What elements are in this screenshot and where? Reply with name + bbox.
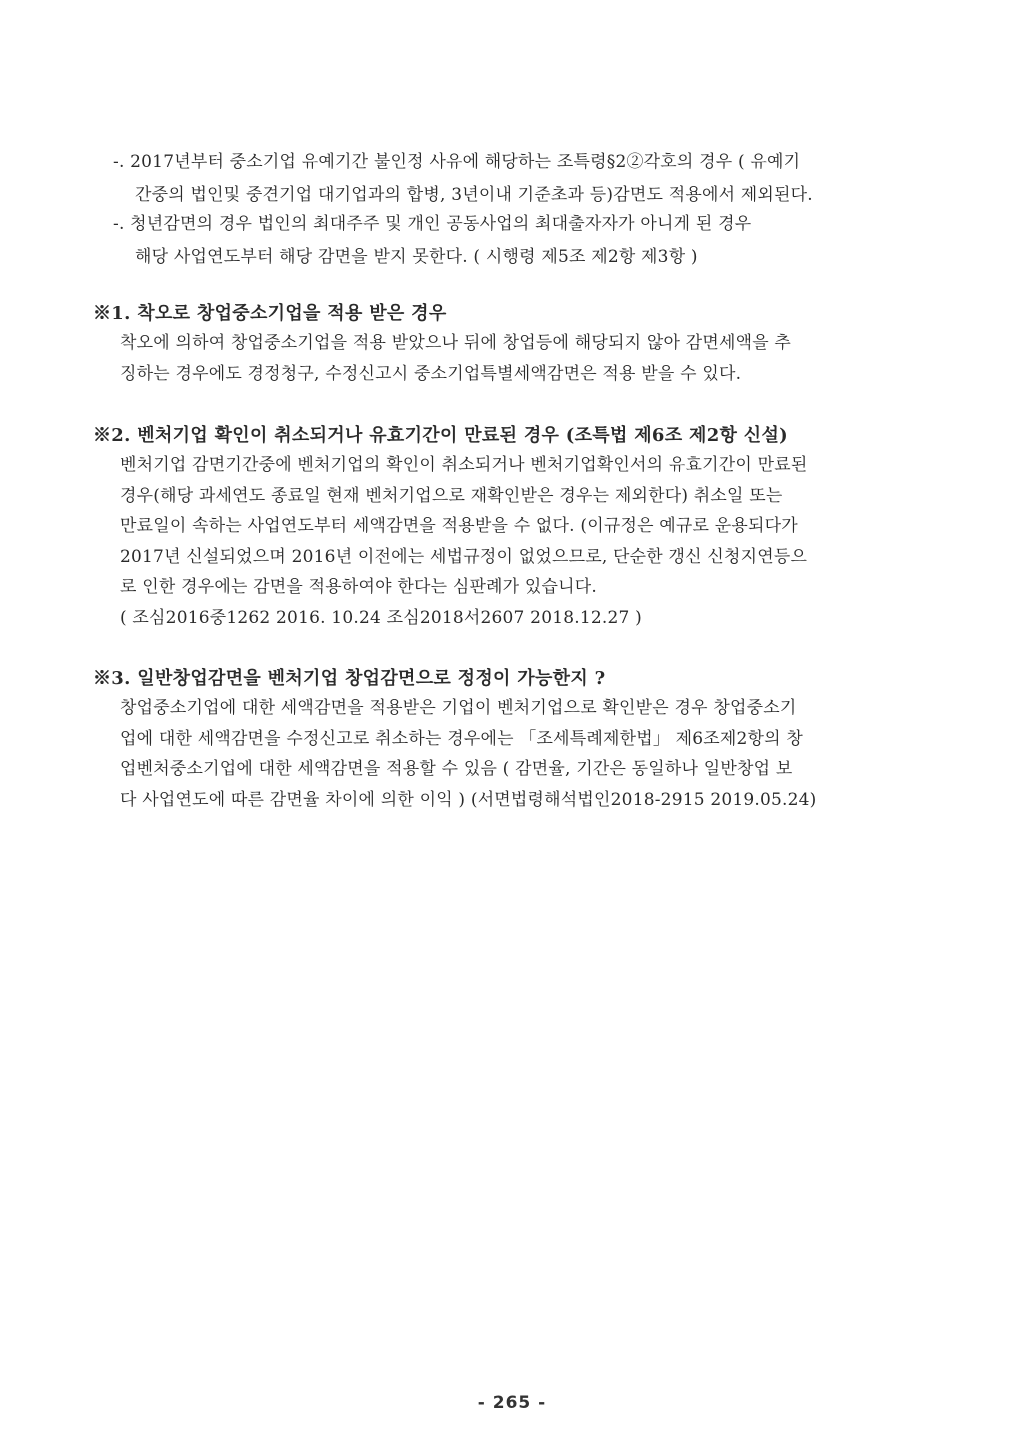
intro-item-grace-period xyxy=(113,146,928,212)
section-heading: ※2. 벤처기업 확인이 취소되거나 유효기간이 만료된 경우 (조특법 제6조 제2항 신설) xyxy=(93,425,788,446)
text-line: 업벤처중소기업에 대한 세액감면을 적용할 수 있음 ( 감면율, 기간은 동일하나 일반창업 보 xyxy=(120,759,793,779)
section-heading: ※3. 일반창업감면을 벤처기업 창업감면으로 정정이 가능한지 ? xyxy=(93,668,606,689)
text-line: 징하는 경우에도 경정청구, 수정신고시 중소기업특별세액감면은 적용 받을 수 있다. xyxy=(120,363,742,384)
text-line: -. 청년감면의 경우 법인의 최대주주 및 개인 공동사업의 최대출자자가 아니게 된 경우 xyxy=(113,214,752,234)
section-3 xyxy=(93,665,933,815)
text-line: 착오에 의하여 창업중소기업을 적용 받았으나 뒤에 창업등에 해당되지 않아 감면세액을 추 xyxy=(120,333,792,353)
text-line: 로 인한 경우에는 감면을 적용하여야 한다는 심판례가 있습니다. xyxy=(120,577,598,597)
page-number: - 265 - xyxy=(477,1393,547,1413)
text-line: 간중의 법인및 중견기업 대기업과의 합병, 3년이내 기준초과 등)감면도 적용에서 제외된다. xyxy=(135,185,813,205)
section-1 xyxy=(93,300,933,389)
section-2 xyxy=(93,422,933,633)
text-line: -. 2017년부터 중소기업 유예기간 불인정 사유에 해당하는 조특령§2②각호의 경우 ( 유예기 xyxy=(113,152,801,172)
section-body xyxy=(120,328,933,389)
section-body xyxy=(120,450,933,633)
text-line: 업에 대한 세액감면을 수정신고로 취소하는 경우에는 「조세특례제한법」 제6조제2항의 창 xyxy=(120,728,804,749)
text-line: 다 사업연도에 따른 감면율 차이에 의한 이익 ) (서면법령해석법인2018-2915 2019.05.24) xyxy=(120,789,817,810)
section-body xyxy=(120,693,933,815)
text-line: 창업중소기업에 대한 세액감면을 적용받은 기업이 벤처기업으로 확인받은 경우 창업중소기 xyxy=(120,698,797,718)
text-line: 만료일이 속하는 사업연도부터 세액감면을 적용받을 수 없다. (이규정은 예규로 운용되다가 xyxy=(120,516,798,536)
section-heading: ※1. 착오로 창업중소기업을 적용 받은 경우 xyxy=(93,303,447,324)
text-line: ( 조심2016중1262 2016. 10.24 조심2018서2607 2018.12.27 ) xyxy=(120,607,642,628)
text-line: 경우(해당 과세연도 종료일 현재 벤처기업으로 재확인받은 경우는 제외한다) 취소일 또는 xyxy=(120,485,783,506)
text-line: 해당 사업연도부터 해당 감면을 받지 못한다. ( 시행령 제5조 제2항 제3항 ) xyxy=(135,247,698,267)
intro-item-youth-reduction xyxy=(113,208,928,274)
text-line: 2017년 신설되었으며 2016년 이전에는 세법규정이 없었으므로, 단순한 갱신 신청지연등으 xyxy=(120,546,808,567)
text-line: 벤처기업 감면기간중에 벤처기업의 확인이 취소되거나 벤처기업확인서의 유효기간이 만료된 xyxy=(120,455,808,475)
